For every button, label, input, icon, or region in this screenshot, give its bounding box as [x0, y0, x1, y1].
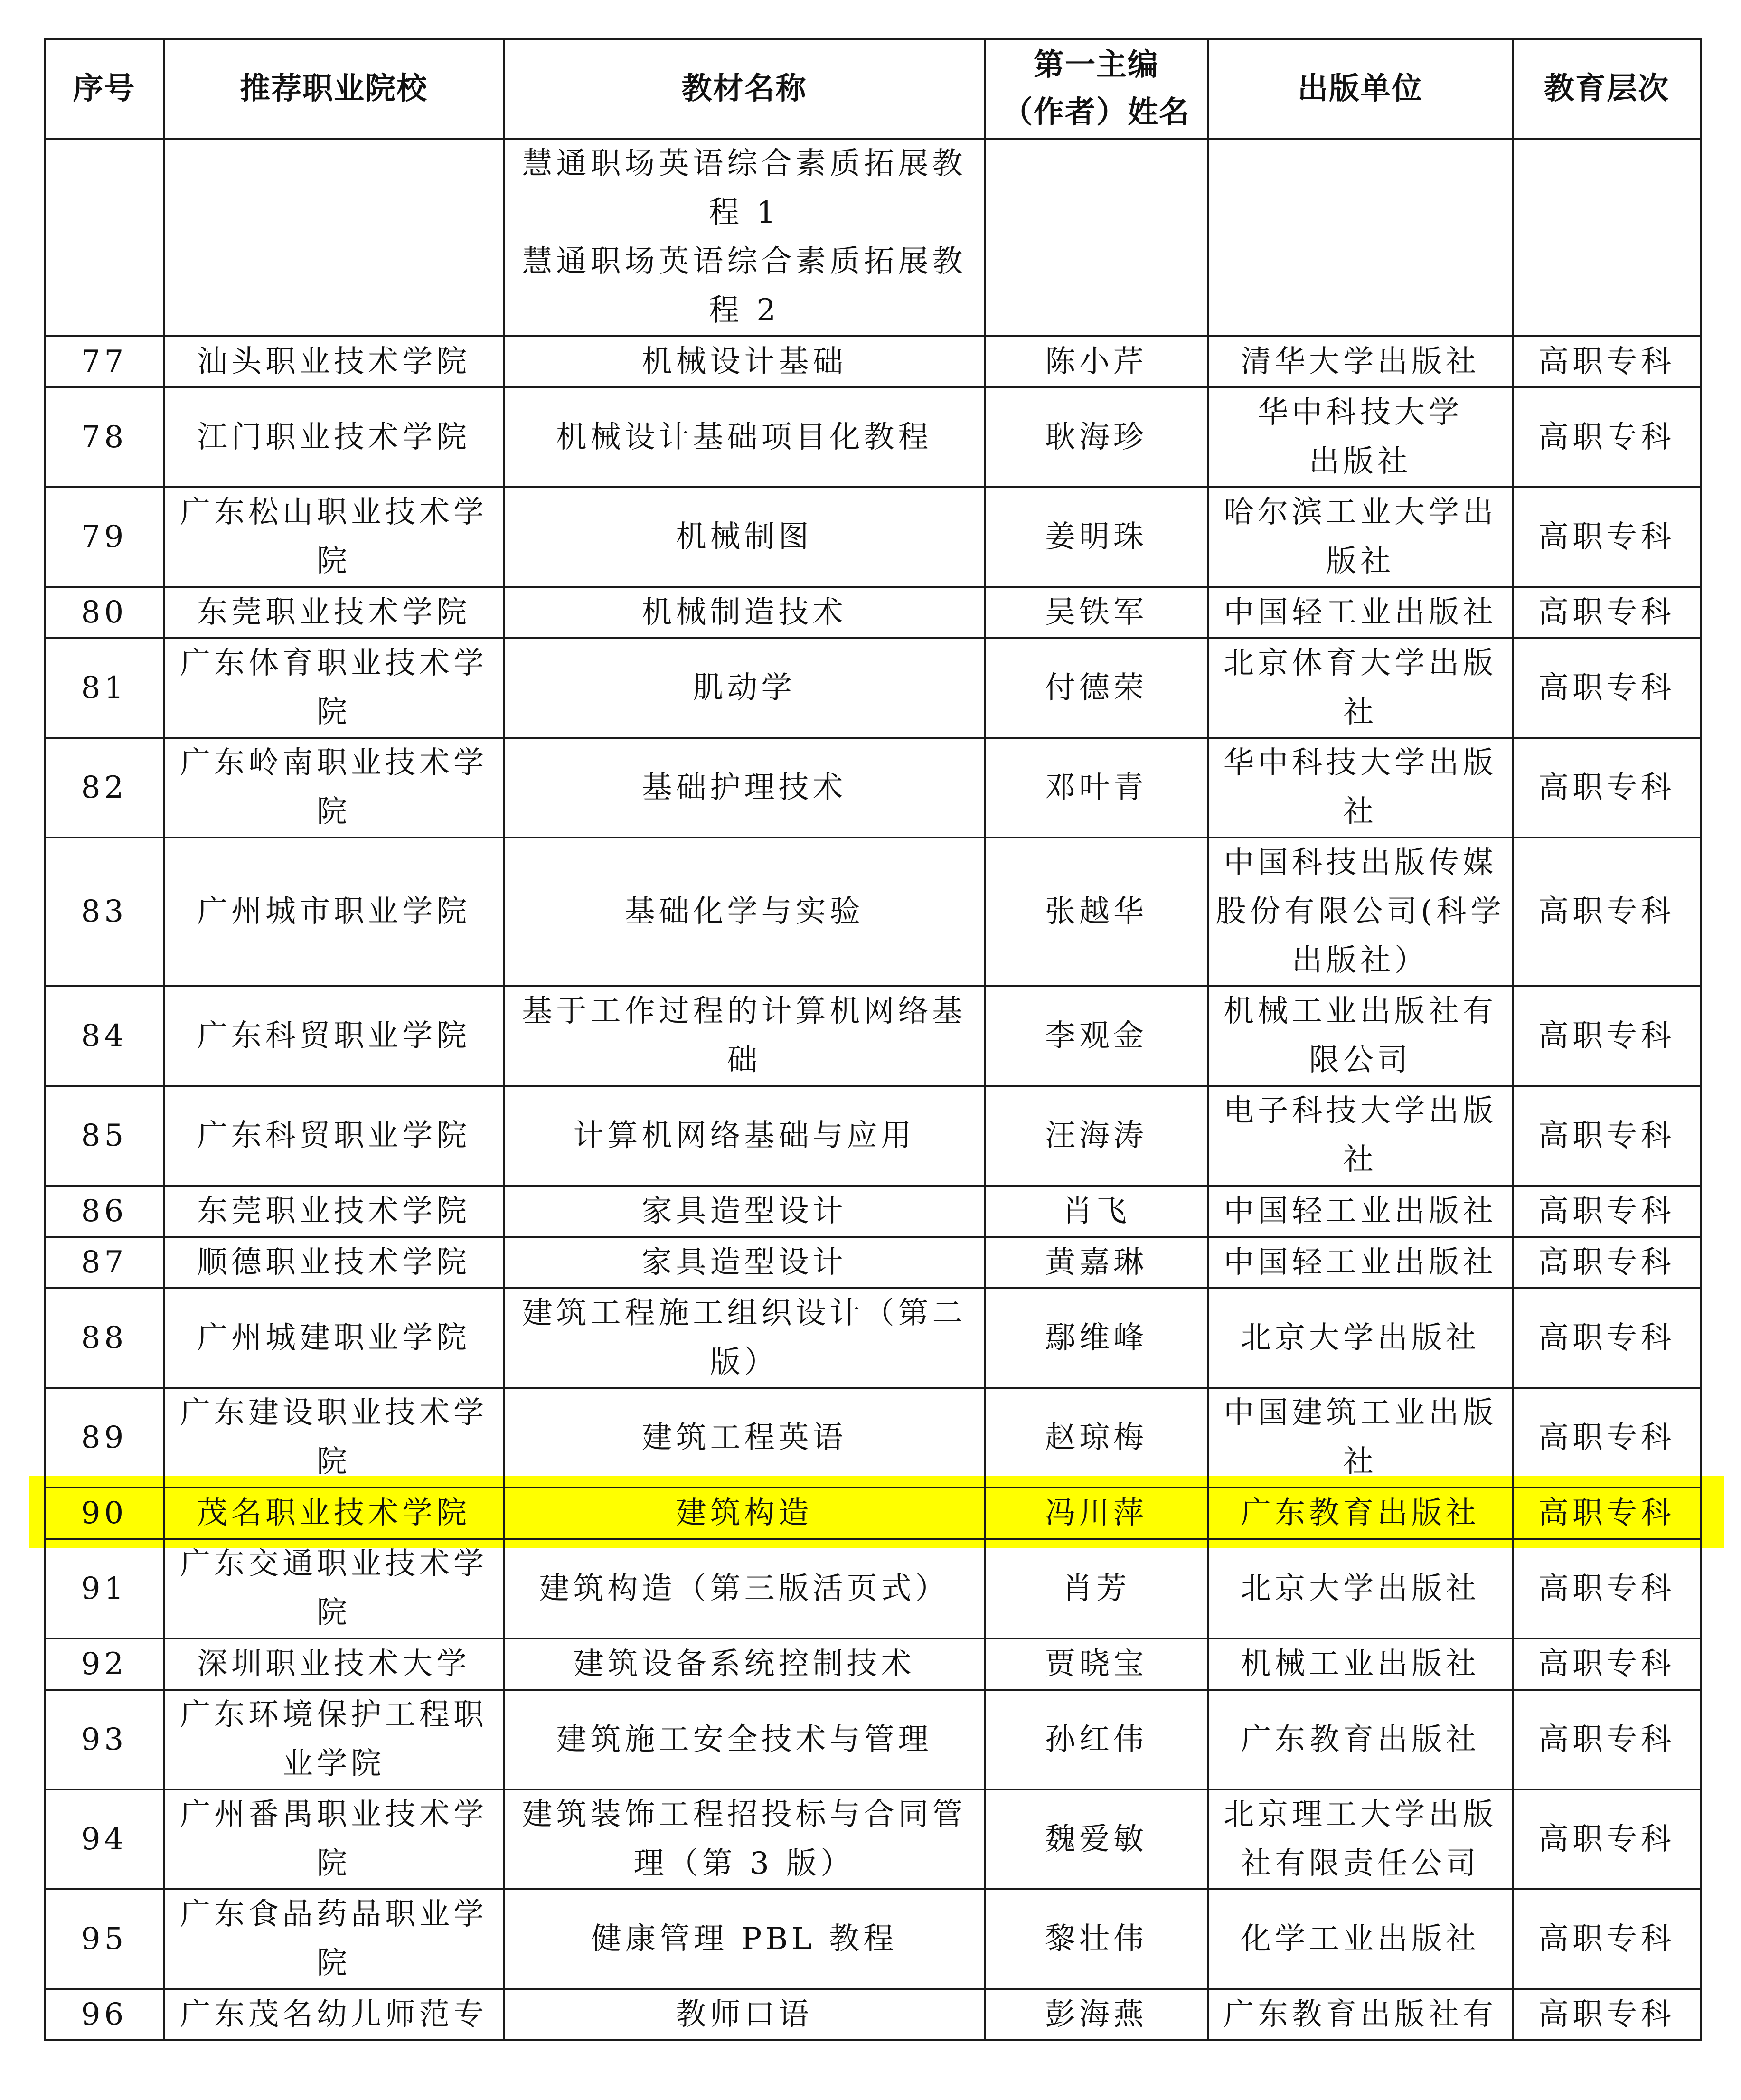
table-row — [45, 838, 1701, 986]
cell-publisher: 北京体育大学出版社 — [1208, 638, 1513, 738]
header-publisher: 出版单位 — [1208, 39, 1513, 139]
cell-publisher: 机械工业出版社有限公司 — [1208, 986, 1513, 1086]
cell-textbook-title: 机械设计基础 — [504, 336, 985, 387]
cell-education-level: 高职专科 — [1513, 986, 1701, 1086]
cell-publisher: 广东教育出版社 — [1208, 1488, 1513, 1539]
cell-education-level: 高职专科 — [1513, 1989, 1701, 2040]
cell-chief-editor: 姜明珠 — [985, 487, 1208, 587]
cell-publisher: 北京大学出版社 — [1208, 1288, 1513, 1388]
cell-textbook-title: 建筑构造（第三版活页式） — [504, 1539, 985, 1639]
cell-textbook-title: 建筑工程英语 — [504, 1388, 985, 1488]
cell-publisher: 中国轻工业出版社 — [1208, 587, 1513, 638]
cell-serial-number: 85 — [45, 1086, 164, 1186]
cell-chief-editor: 黎壮伟 — [985, 1889, 1208, 1989]
cell-education-level: 高职专科 — [1513, 587, 1701, 638]
cell-serial-number: 89 — [45, 1388, 164, 1488]
cell-textbook-title: 基础化学与实验 — [504, 838, 985, 986]
cell-chief-editor: 李观金 — [985, 986, 1208, 1086]
cell-textbook-title: 计算机网络基础与应用 — [504, 1086, 985, 1186]
cell-school: 广东环境保护工程职业学院 — [164, 1690, 504, 1789]
table-row — [45, 387, 1701, 487]
table-row — [45, 1639, 1701, 1690]
cell-serial-number: 87 — [45, 1237, 164, 1288]
cell-chief-editor: 陈小芹 — [985, 336, 1208, 387]
cell-publisher: 北京理工大学出版社有限责任公司 — [1208, 1789, 1513, 1889]
cell-publisher: 北京大学出版社 — [1208, 1539, 1513, 1639]
cell-textbook-title: 教师口语 — [504, 1989, 985, 2040]
cell-chief-editor: 彭海燕 — [985, 1989, 1208, 2040]
table-row — [45, 1288, 1701, 1388]
cell-serial-number: 84 — [45, 986, 164, 1086]
cell-chief-editor: 鄢维峰 — [985, 1288, 1208, 1388]
cell-school: 江门职业技术学院 — [164, 387, 504, 487]
header-row — [45, 39, 1701, 139]
cell-school: 广州番禺职业技术学院 — [164, 1789, 504, 1889]
cell-serial-number: 93 — [45, 1690, 164, 1789]
table-row — [45, 487, 1701, 587]
cell-chief-editor: 赵琼梅 — [985, 1388, 1208, 1488]
cell-textbook-title: 肌动学 — [504, 638, 985, 738]
cell-serial-number: 92 — [45, 1639, 164, 1690]
cell-chief-editor: 贾晓宝 — [985, 1639, 1208, 1690]
cell-publisher: 广东教育出版社有 — [1208, 1989, 1513, 2040]
cell-school: 广东松山职业技术学院 — [164, 487, 504, 587]
cell-publisher: 华中科技大学出版社 — [1208, 738, 1513, 838]
cell-chief-editor: 黄嘉琳 — [985, 1237, 1208, 1288]
cell-chief-editor: 张越华 — [985, 838, 1208, 986]
cell-textbook-title: 建筑工程施工组织设计（第二版） — [504, 1288, 985, 1388]
header-serial-number: 序号 — [45, 39, 164, 139]
cell-school: 汕头职业技术学院 — [164, 336, 504, 387]
cell-serial-number: 88 — [45, 1288, 164, 1388]
cell-publisher: 华中科技大学 出版社 — [1208, 387, 1513, 487]
cell-education-level: 高职专科 — [1513, 1539, 1701, 1639]
cell-chief-editor: 吴铁军 — [985, 587, 1208, 638]
cell-school: 广东科贸职业学院 — [164, 986, 504, 1086]
header-textbook-title: 教材名称 — [504, 39, 985, 139]
cell-publisher: 电子科技大学出版社 — [1208, 1086, 1513, 1186]
cell-school: 广州城建职业学院 — [164, 1288, 504, 1388]
table-row — [45, 587, 1701, 638]
cell-serial-number: 91 — [45, 1539, 164, 1639]
textbook-table — [44, 38, 1702, 2041]
table-row — [45, 1388, 1701, 1488]
cell-textbook-title: 建筑构造 — [504, 1488, 985, 1539]
cell-textbook-title: 家具造型设计 — [504, 1186, 985, 1237]
cell-serial-number: 79 — [45, 487, 164, 587]
cell-textbook-title: 建筑设备系统控制技术 — [504, 1639, 985, 1690]
cell-chief-editor: 耿海珍 — [985, 387, 1208, 487]
table-row — [45, 1086, 1701, 1186]
cell-chief-editor — [985, 139, 1208, 336]
cell-school: 广东体育职业技术学院 — [164, 638, 504, 738]
cell-education-level: 高职专科 — [1513, 738, 1701, 838]
cell-publisher: 机械工业出版社 — [1208, 1639, 1513, 1690]
cell-education-level: 高职专科 — [1513, 1388, 1701, 1488]
cell-publisher — [1208, 139, 1513, 336]
cell-education-level: 高职专科 — [1513, 638, 1701, 738]
cell-school: 广东食品药品职业学院 — [164, 1889, 504, 1989]
cell-school: 广东岭南职业技术学院 — [164, 738, 504, 838]
table-row-highlighted — [45, 1488, 1701, 1539]
cell-chief-editor: 付德荣 — [985, 638, 1208, 738]
cell-education-level: 高职专科 — [1513, 487, 1701, 587]
cell-school: 广东交通职业技术学院 — [164, 1539, 504, 1639]
cell-serial-number: 96 — [45, 1989, 164, 2040]
cell-chief-editor: 冯川萍 — [985, 1488, 1208, 1539]
cell-serial-number: 82 — [45, 738, 164, 838]
table-row — [45, 738, 1701, 838]
cell-textbook-title: 建筑装饰工程招投标与合同管理（第 3 版） — [504, 1789, 985, 1889]
cell-education-level: 高职专科 — [1513, 336, 1701, 387]
cell-education-level: 高职专科 — [1513, 1186, 1701, 1237]
table-row — [45, 1789, 1701, 1889]
table-row — [45, 1186, 1701, 1237]
table-row — [45, 1989, 1701, 2040]
table-row — [45, 1889, 1701, 1989]
cell-serial-number: 94 — [45, 1789, 164, 1889]
cell-textbook-title: 机械制造技术 — [504, 587, 985, 638]
cell-chief-editor: 肖芳 — [985, 1539, 1208, 1639]
table-row — [45, 1539, 1701, 1639]
cell-school: 广州城市职业学院 — [164, 838, 504, 986]
cell-serial-number: 95 — [45, 1889, 164, 1989]
cell-chief-editor: 汪海涛 — [985, 1086, 1208, 1186]
cell-school: 茂名职业技术学院 — [164, 1488, 504, 1539]
cell-textbook-title: 建筑施工安全技术与管理 — [504, 1690, 985, 1789]
table-row — [45, 1690, 1701, 1789]
cell-textbook-title: 慧通职场英语综合素质拓展教程 1 慧通职场英语综合素质拓展教程 2 — [504, 139, 985, 336]
cell-publisher: 广东教育出版社 — [1208, 1690, 1513, 1789]
cell-education-level: 高职专科 — [1513, 1237, 1701, 1288]
cell-education-level: 高职专科 — [1513, 1889, 1701, 1989]
table-row — [45, 638, 1701, 738]
cell-school: 顺德职业技术学院 — [164, 1237, 504, 1288]
cell-serial-number: 86 — [45, 1186, 164, 1237]
header-school: 推荐职业院校 — [164, 39, 504, 139]
cell-publisher: 哈尔滨工业大学出版社 — [1208, 487, 1513, 587]
cell-serial-number: 78 — [45, 387, 164, 487]
cell-chief-editor: 邓叶青 — [985, 738, 1208, 838]
cell-school — [164, 139, 504, 336]
cell-education-level: 高职专科 — [1513, 1789, 1701, 1889]
cell-serial-number: 81 — [45, 638, 164, 738]
cell-textbook-title: 基础护理技术 — [504, 738, 985, 838]
cell-serial-number — [45, 139, 164, 336]
cell-serial-number: 77 — [45, 336, 164, 387]
table-row — [45, 139, 1701, 336]
cell-publisher: 中国建筑工业出版社 — [1208, 1388, 1513, 1488]
cell-publisher: 中国轻工业出版社 — [1208, 1186, 1513, 1237]
cell-education-level — [1513, 139, 1701, 336]
cell-serial-number: 80 — [45, 587, 164, 638]
cell-school: 东莞职业技术学院 — [164, 1186, 504, 1237]
cell-school: 东莞职业技术学院 — [164, 587, 504, 638]
cell-publisher: 中国轻工业出版社 — [1208, 1237, 1513, 1288]
header-chief-editor: 第一主编 （作者）姓名 — [985, 39, 1208, 139]
cell-education-level: 高职专科 — [1513, 1488, 1701, 1539]
cell-publisher: 清华大学出版社 — [1208, 336, 1513, 387]
cell-school: 广东建设职业技术学院 — [164, 1388, 504, 1488]
cell-serial-number: 83 — [45, 838, 164, 986]
cell-chief-editor: 肖飞 — [985, 1186, 1208, 1237]
cell-serial-number: 90 — [45, 1488, 164, 1539]
cell-education-level: 高职专科 — [1513, 1086, 1701, 1186]
cell-education-level: 高职专科 — [1513, 387, 1701, 487]
cell-education-level: 高职专科 — [1513, 1288, 1701, 1388]
cell-publisher: 化学工业出版社 — [1208, 1889, 1513, 1989]
cell-school: 广东科贸职业学院 — [164, 1086, 504, 1186]
cell-publisher: 中国科技出版传媒股份有限公司(科学出版社） — [1208, 838, 1513, 986]
cell-chief-editor: 魏爱敏 — [985, 1789, 1208, 1889]
cell-textbook-title: 健康管理 PBL 教程 — [504, 1889, 985, 1989]
table-row — [45, 336, 1701, 387]
cell-chief-editor: 孙红伟 — [985, 1690, 1208, 1789]
cell-education-level: 高职专科 — [1513, 1690, 1701, 1789]
cell-textbook-title: 机械设计基础项目化教程 — [504, 387, 985, 487]
cell-school: 广东茂名幼儿师范专 — [164, 1989, 504, 2040]
cell-education-level: 高职专科 — [1513, 1639, 1701, 1690]
table-row — [45, 1237, 1701, 1288]
cell-textbook-title: 家具造型设计 — [504, 1237, 985, 1288]
table-row — [45, 986, 1701, 1086]
header-education-level: 教育层次 — [1513, 39, 1701, 139]
cell-textbook-title: 基于工作过程的计算机网络基础 — [504, 986, 985, 1086]
cell-textbook-title: 机械制图 — [504, 487, 985, 587]
cell-school: 深圳职业技术大学 — [164, 1639, 504, 1690]
cell-education-level: 高职专科 — [1513, 838, 1701, 986]
